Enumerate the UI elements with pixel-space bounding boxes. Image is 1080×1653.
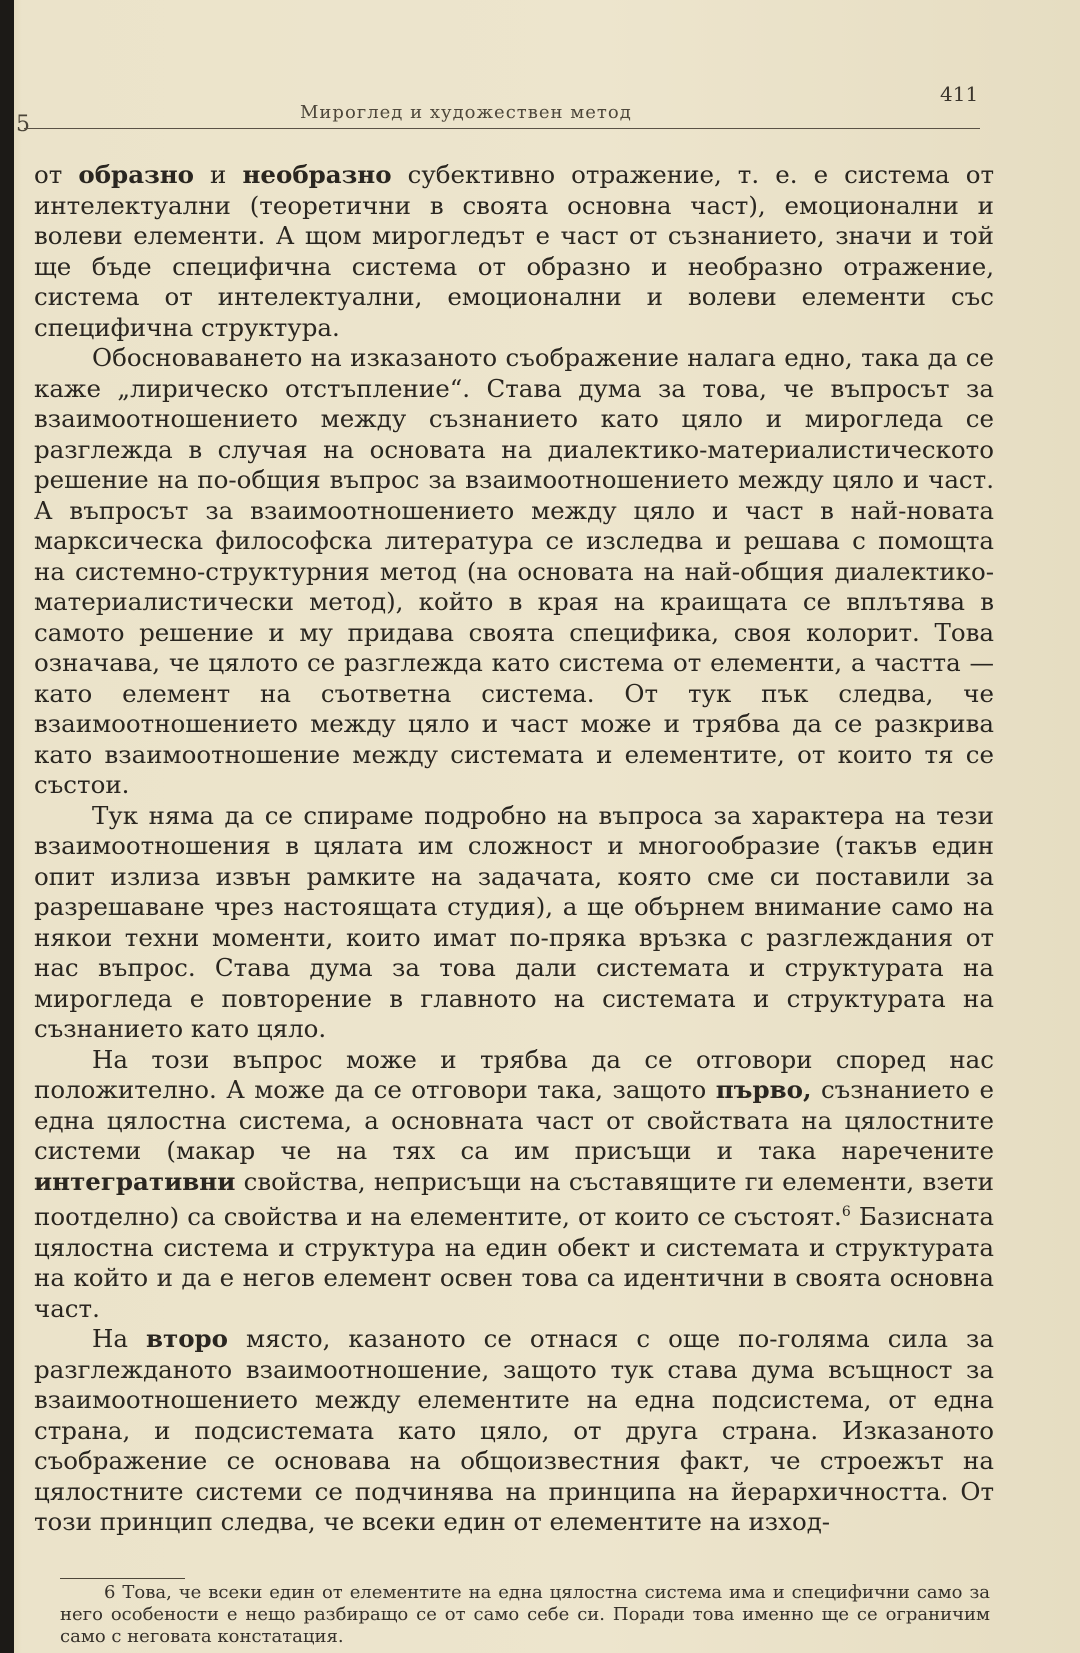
paragraph-3: Тук няма да се спираме подробно на въпроса за характера на тези взаимоотношения в цялата им сложност и многообразие (такъв един опит излиза извън рамките на задачата, която сме си поставили за разрешаване чрез настоящата студия), а ще обърнем внимание само на някои техни моменти, които имат по-пряка връзка с разглеждания от нас въпрос. Става дума за това дали системата и структурата на мирогледа е повторение в главното на системата и структурата на съзнанието като цяло.: [34, 800, 994, 1043]
page-number: 411: [940, 82, 979, 106]
paragraph-2: Обосноваването на изказаното съображение налага едно, така да се каже „лирическо отстъпление“. Става дума за това, че въпросът за взаимоотношението между съзнанието като цяло и мирогледа се разглежда в случая на основата на диалектико-материалистическото решение на по-общия въпрос за взаимоотношението между цяло и част. А въпросът за взаимоотношението между цяло и част в най-новата марксическа философска литература се изследва и решава с помощта на системно-структурния метод (на основата на най-общия диалектико-материалистически метод), който в края на краищата се вплътява в самото решение и му придава своята специфика, своя колорит. Това означава, че цялото се разглежда като система от елементи, а частта — като елемент на съответна система. От тук пък следва, че взаимоотношението между цяло и част може и трябва да се разкрива като взаимоотношение между системата и елементите, от които тя се състои.: [34, 343, 994, 799]
emphasis-vtoro: второ: [146, 1324, 229, 1354]
paragraph-1: от образно и необразно субективно отражение, т. е. е система от интелектуални (теоретични в своята основна част), емоционални и волеви елементи. А щом мирогледът е част от съзнанието, значи и той ще бъде специфична система от образно и необразно отражение, система от интелектуални, емоционални и волеви елементи със специфична структура.: [34, 160, 995, 342]
footnotes: [60, 1582, 990, 1648]
emphasis-obrazno: образно: [78, 160, 194, 189]
emphasis-integrativni: интегративни: [34, 1166, 236, 1196]
body-text: [34, 160, 994, 1538]
margin-number: 5: [16, 112, 30, 137]
emphasis-neobrazno: необразно: [242, 160, 392, 189]
header-rule: [24, 128, 980, 129]
book-spine-edge: [0, 0, 14, 1653]
emphasis-parvo: първо,: [715, 1075, 812, 1104]
paragraph-4: На този въпрос може и трябва да се отговори според нас положително. А може да се отговори така, защото първо, съзнанието е една цялостна система, а основната част от свойствата на цялостните системи (макар че на тях са им присъщи и така наречените интегративни свойства, неприсъщи на съставящите ги елементи, взети поотделно) са свойства и на елементите, от които се състоят.$^6$ Базисната цялостна система и структура на един обект и системата и структурата на който и да е негов елемент освен това са идентични в своята основна част.: [34, 1044, 994, 1323]
footnote-6: 6 Това, че всеки един от елементите на една цялостна система има и специфични само за него особености е нещо разбиращо се от само себе си. Поради това именно ще се ограничим само с неговата констатация.: [60, 1582, 990, 1647]
paragraph-5: На второ място, казаното се отнася с още по-голяма сила за разглежданото взаимоотношение, защото тук става дума всъщност за взаимоотношението между елементите на една подсистема, от една страна, и подсистемата като цяло, от друга страна. Изказаното съображение се основава на общоизвестния факт, че строежът на цялостните системи се подчинява на принципа на йерархичността. От този принцип следва, че всеки един от елементите на изход-: [34, 1324, 994, 1537]
footnote-rule: [60, 1578, 185, 1579]
footnote-ref-6[interactable]: 6: [841, 1204, 851, 1220]
running-head: Мироглед и художествен метод: [300, 102, 632, 123]
